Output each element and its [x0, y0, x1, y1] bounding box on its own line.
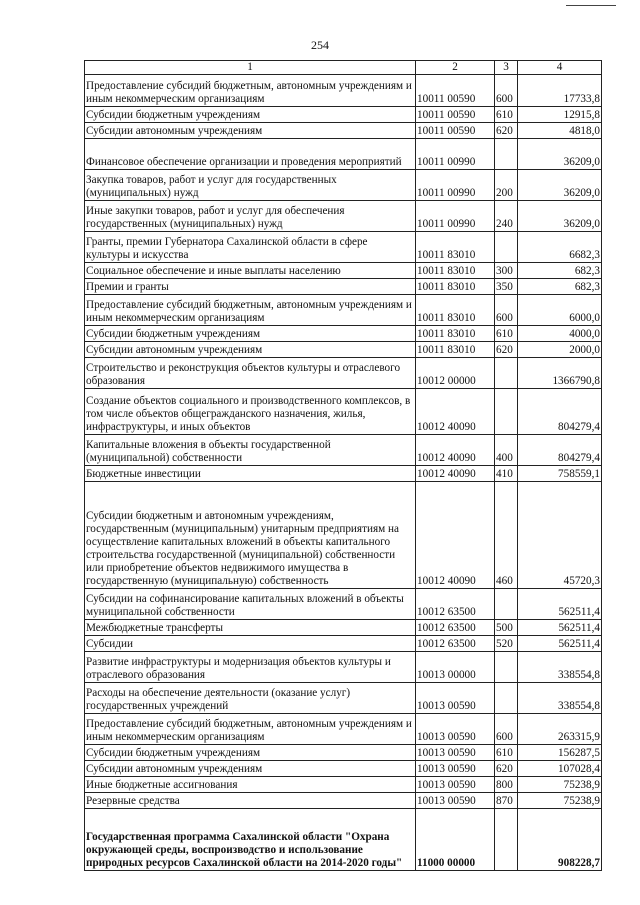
row-code-cell: 10011 83010 [416, 295, 495, 326]
table-row [85, 589, 602, 620]
row-name-cell: Субсидии бюджетным и автономным учреждениям, государственным (муниципальным) унитарным предприятиям на осуществление капитальных вложений в объекты капитального строительства государственной (муниципальной) собственности или приобретение объектов недвижимого имущества в государственную (муниципальную) собственность [85, 482, 416, 589]
row-kind-cell: 610 [495, 107, 518, 123]
table-row [85, 358, 602, 389]
row-amount-cell: 562511,4 [518, 636, 602, 652]
row-code-cell: 10012 63500 [416, 620, 495, 636]
table-row [85, 620, 602, 636]
row-code-cell: 10012 40090 [416, 389, 495, 435]
row-kind-cell [495, 139, 518, 170]
row-name-cell: Предоставление субсидий бюджетным, автономным учреждениям и иным некоммерческим организациям [85, 75, 416, 107]
row-kind-cell: 460 [495, 482, 518, 589]
table-row [85, 326, 602, 342]
row-amount-cell: 4000,0 [518, 326, 602, 342]
row-amount-cell: 2000,0 [518, 342, 602, 358]
row-amount-cell: 45720,3 [518, 482, 602, 589]
row-amount-cell: 804279,4 [518, 435, 602, 466]
row-code-cell: 10012 40090 [416, 435, 495, 466]
table-row [85, 123, 602, 139]
row-name-cell: Гранты, премии Губернатора Сахалинской области в сфере культуры и искусства [85, 232, 416, 263]
row-name-cell: Иные бюджетные ассигнования [85, 777, 416, 793]
row-name-cell: Предоставление субсидий бюджетным, автономным учреждениям и иным некоммерческим организациям [85, 714, 416, 745]
column-header: 4 [518, 61, 602, 75]
table-row [85, 745, 602, 761]
row-name-cell: Субсидии автономным учреждениям [85, 342, 416, 358]
table-row [85, 389, 602, 435]
row-kind-cell: 800 [495, 777, 518, 793]
row-amount-cell: 36209,0 [518, 201, 602, 232]
row-kind-cell: 620 [495, 342, 518, 358]
row-name-cell: Государственная программа Сахалинской области "Охрана окружающей среды, воспроизводство и использование природных ресурсов Сахалинской области на 2014-2020 годы" [85, 809, 416, 871]
row-code-cell: 10013 00590 [416, 777, 495, 793]
row-code-cell: 10011 00990 [416, 139, 495, 170]
table-header-row [85, 61, 602, 75]
table-row [85, 139, 602, 170]
row-code-cell: 10012 40090 [416, 466, 495, 482]
table-row [85, 683, 602, 714]
row-kind-cell: 610 [495, 745, 518, 761]
table-row [85, 793, 602, 809]
row-amount-cell: 6000,0 [518, 295, 602, 326]
row-name-cell: Финансовое обеспечение организации и проведения мероприятий [85, 139, 416, 170]
row-code-cell: 10011 83010 [416, 263, 495, 279]
row-code-cell: 10013 00590 [416, 714, 495, 745]
row-kind-cell [495, 389, 518, 435]
row-kind-cell: 240 [495, 201, 518, 232]
row-kind-cell: 400 [495, 435, 518, 466]
row-code-cell: 10013 00590 [416, 761, 495, 777]
row-code-cell: 10011 00590 [416, 75, 495, 107]
row-code-cell: 10013 00590 [416, 793, 495, 809]
row-kind-cell: 610 [495, 326, 518, 342]
table-row [85, 232, 602, 263]
row-kind-cell: 300 [495, 263, 518, 279]
row-code-cell: 10011 83010 [416, 342, 495, 358]
row-amount-cell: 75238,9 [518, 793, 602, 809]
row-name-cell: Субсидии [85, 636, 416, 652]
row-amount-cell: 908228,7 [518, 809, 602, 871]
row-kind-cell [495, 809, 518, 871]
row-amount-cell: 107028,4 [518, 761, 602, 777]
row-code-cell: 10011 00990 [416, 201, 495, 232]
row-code-cell: 10011 83010 [416, 326, 495, 342]
row-code-cell: 10013 00590 [416, 683, 495, 714]
row-amount-cell: 562511,4 [518, 589, 602, 620]
table-row [85, 809, 602, 871]
table-row [85, 482, 602, 589]
row-code-cell: 10011 00590 [416, 107, 495, 123]
row-code-cell: 10011 00990 [416, 170, 495, 201]
row-name-cell: Развитие инфраструктуры и модернизация объектов культуры и отраслевого образования [85, 652, 416, 683]
row-amount-cell: 156287,5 [518, 745, 602, 761]
row-amount-cell: 4818,0 [518, 123, 602, 139]
row-code-cell: 11000 00000 [416, 809, 495, 871]
row-kind-cell [495, 652, 518, 683]
table-row [85, 714, 602, 745]
row-code-cell: 10012 63500 [416, 589, 495, 620]
table-row [85, 295, 602, 326]
row-name-cell: Капитальные вложения в объекты государственной (муниципальной) собственности [85, 435, 416, 466]
row-kind-cell: 600 [495, 295, 518, 326]
table-row [85, 435, 602, 466]
column-header: 1 [85, 61, 416, 75]
row-amount-cell: 758559,1 [518, 466, 602, 482]
top-rule [566, 5, 616, 6]
row-amount-cell: 75238,9 [518, 777, 602, 793]
row-name-cell: Социальное обеспечение и иные выплаты населению [85, 263, 416, 279]
table-row [85, 263, 602, 279]
row-amount-cell: 804279,4 [518, 389, 602, 435]
row-amount-cell: 12915,8 [518, 107, 602, 123]
row-name-cell: Предоставление субсидий бюджетным, автономным учреждениям и иным некоммерческим организациям [85, 295, 416, 326]
row-amount-cell: 17733,8 [518, 75, 602, 107]
row-name-cell: Субсидии на софинансирование капитальных вложений в объекты муниципальной собственности [85, 589, 416, 620]
row-kind-cell [495, 232, 518, 263]
row-code-cell: 10013 00590 [416, 745, 495, 761]
row-kind-cell: 600 [495, 75, 518, 107]
table-row [85, 761, 602, 777]
table-row [85, 75, 602, 107]
row-name-cell: Субсидии бюджетным учреждениям [85, 326, 416, 342]
row-kind-cell: 350 [495, 279, 518, 295]
row-name-cell: Строительство и реконструкция объектов культуры и отраслевого образования [85, 358, 416, 389]
row-kind-cell: 410 [495, 466, 518, 482]
column-header: 2 [416, 61, 495, 75]
row-amount-cell: 1366790,8 [518, 358, 602, 389]
budget-table [84, 60, 602, 871]
table-row [85, 342, 602, 358]
row-name-cell: Бюджетные инвестиции [85, 466, 416, 482]
row-name-cell: Премии и гранты [85, 279, 416, 295]
row-amount-cell: 562511,4 [518, 620, 602, 636]
table-row [85, 652, 602, 683]
row-name-cell: Межбюджетные трансферты [85, 620, 416, 636]
row-kind-cell [495, 358, 518, 389]
row-code-cell: 10011 83010 [416, 279, 495, 295]
table-row [85, 466, 602, 482]
row-code-cell: 10011 00590 [416, 123, 495, 139]
table-row [85, 170, 602, 201]
row-amount-cell: 338554,8 [518, 652, 602, 683]
row-amount-cell: 36209,0 [518, 139, 602, 170]
row-amount-cell: 338554,8 [518, 683, 602, 714]
row-code-cell: 10012 40090 [416, 482, 495, 589]
row-amount-cell: 263315,9 [518, 714, 602, 745]
row-name-cell: Иные закупки товаров, работ и услуг для обеспечения государственных (муниципальных) нужд [85, 201, 416, 232]
row-name-cell: Субсидии бюджетным учреждениям [85, 107, 416, 123]
row-name-cell: Субсидии автономным учреждениям [85, 123, 416, 139]
row-amount-cell: 682,3 [518, 263, 602, 279]
row-kind-cell: 500 [495, 620, 518, 636]
row-amount-cell: 6682,3 [518, 232, 602, 263]
row-code-cell: 10013 00000 [416, 652, 495, 683]
row-kind-cell: 620 [495, 123, 518, 139]
row-kind-cell: 520 [495, 636, 518, 652]
row-name-cell: Создание объектов социального и производственного комплексов, в том числе объектов общегражданского назначения, жилья, инфраструктуры, и иных объектов [85, 389, 416, 435]
row-code-cell: 10011 83010 [416, 232, 495, 263]
row-name-cell: Субсидии автономным учреждениям [85, 761, 416, 777]
row-kind-cell [495, 589, 518, 620]
table-row [85, 636, 602, 652]
table-row [85, 201, 602, 232]
row-code-cell: 10012 63500 [416, 636, 495, 652]
row-kind-cell: 620 [495, 761, 518, 777]
row-code-cell: 10012 00000 [416, 358, 495, 389]
row-name-cell: Резервные средства [85, 793, 416, 809]
table-row [85, 777, 602, 793]
row-name-cell: Субсидии бюджетным учреждениям [85, 745, 416, 761]
row-name-cell: Расходы на обеспечение деятельности (оказание услуг) государственных учреждений [85, 683, 416, 714]
column-header: 3 [495, 61, 518, 75]
table-row [85, 279, 602, 295]
row-kind-cell: 200 [495, 170, 518, 201]
row-kind-cell: 870 [495, 793, 518, 809]
page-number: 254 [311, 38, 329, 52]
row-kind-cell: 600 [495, 714, 518, 745]
row-amount-cell: 36209,0 [518, 170, 602, 201]
row-name-cell: Закупка товаров, работ и услуг для государственных (муниципальных) нужд [85, 170, 416, 201]
row-amount-cell: 682,3 [518, 279, 602, 295]
row-kind-cell [495, 683, 518, 714]
table-row [85, 107, 602, 123]
